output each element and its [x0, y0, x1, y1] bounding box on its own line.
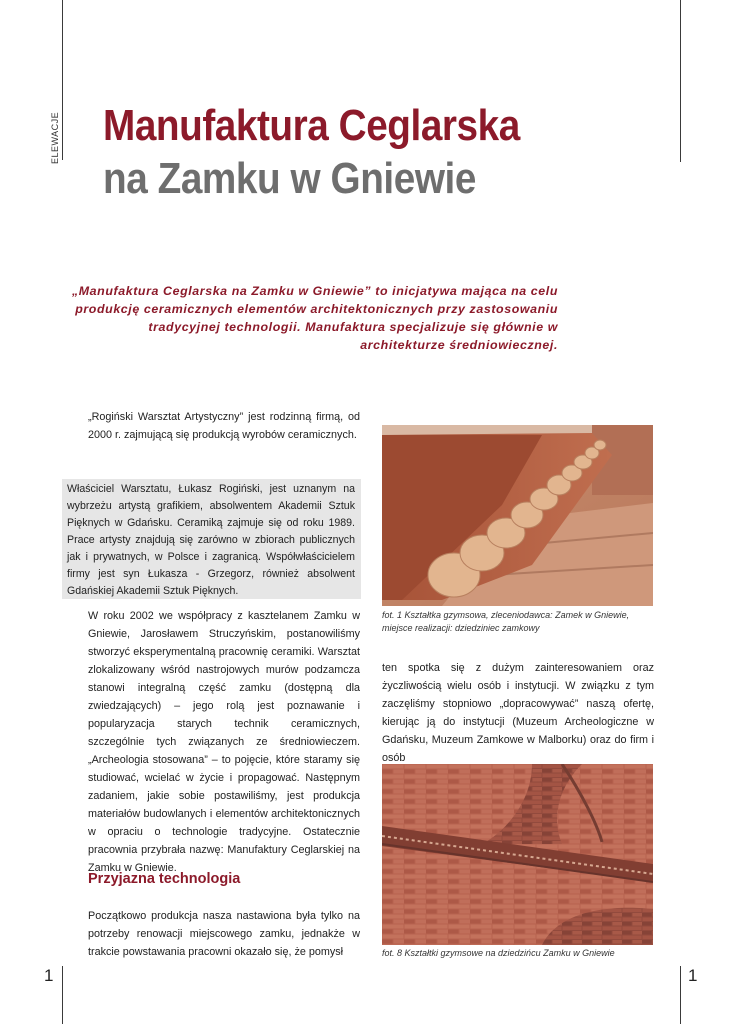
intro-paragraph: „Rogiński Warsztat Artystyczny” jest rodzinną firmą, od 2000 r. zajmującą się produkcją wyrobów ceramicznych.	[88, 411, 360, 441]
page-number-right: 1	[688, 966, 698, 985]
right-rule-bottom	[680, 966, 681, 1024]
left-rule-top	[62, 0, 63, 160]
left-rule-bottom	[62, 966, 63, 1024]
body-paragraph-right: ten spotka się z dużym zainteresowaniem oraz życzliwością wielu osób i instytucji. W związku z tym zaczęliśmy stopniowo „dopracowywać” naszą ofertę, kierując ją do instytucji (Muzeum Archeologiczne w Gdańsku, Muzeum Zamkowe w Malborku) oraz do firm i osób	[382, 662, 654, 764]
page-subtitle: na Zamku w Gniewie	[103, 154, 476, 203]
page-title: Manufaktura Ceglarska	[103, 101, 520, 150]
body-paragraph-1: W roku 2002 we współpracy z kasztelanem Zamku w Gniewie, Jarosławem Struczyńskim, postanowiliśmy stworzyć eksperymentalną pracownię ceramiki. Warsztat zlokalizowany wśród nastrojowych murów podzamcza stanowi integralną część zamku (dostępną dla zwiedzających) – jego rolą jest poznawanie i popularyzacja starych technik ceramicznych, szczególnie tych związanych ze średniowieczem. „Archeologia stosowana” – to pojęcie, które staramy się studiować, wcielać w życie i propagować. Następnym zadaniem, jakie sobie postawiliśmy, jest produkcja materiałów budowlanych i elementów architektonicznych w opraciu o technologie tradycyjne. Ostatecznie pracownia przybrała nazwę: Manufaktury Ceglarskiej na Zamku w Gniewie.	[88, 610, 360, 874]
photo-caption-2: fot. 8 Kształtki gzymsowe na dziedzińcu Zamku w Gniewie	[382, 948, 615, 958]
bio-paragraph: Właściciel Warsztatu, Łukasz Rogiński, jest uznanym na wybrzeżu artystą grafikiem, absolwentem Akademii Sztuk Pięknych w Gdańsku. Ceramiką zajmuje się od roku 1989. Prace artysty znajdują się zarówno w zbiorach publicznych jak i prywatnych, w Polsce i zagranicą. Współwłaścicielem firmy jest syn Łukasza - Grzegorz, również absolwent Gdańskiej Akademii Sztuk Pięknych.	[67, 483, 355, 597]
photo-cornice-brick	[382, 425, 653, 606]
lead-paragraph: „Manufaktura Ceglarska na Zamku w Gniewie” to inicjatywa mająca na celu produkcję ceramicznych elementów architektonicznych przy zastosowaniu tradycyjnej technologii. Manufaktura specjalizuje się głównie w architekturze średniowiecznej.	[71, 284, 558, 352]
right-rule-top	[680, 0, 681, 162]
page-number-left: 1	[44, 966, 54, 985]
section-label: ELEWACJE	[50, 111, 60, 164]
body-paragraph-2: Początkowo produkcja nasza nastawiona była tylko na potrzeby renowacji miejscowego zamku, jednakże w trakcie powstawania pracowni okazało się, że pomysł	[88, 910, 360, 958]
section-subheading: Przyjazna technologia	[88, 871, 241, 887]
photo-caption-1: fot. 1 Kształtka gzymsowa, zleceniodawca: Zamek w Gniewie, miejsce realizacji: dziedziniec zamkowy	[382, 610, 630, 633]
photo-brick-wall	[382, 764, 653, 945]
